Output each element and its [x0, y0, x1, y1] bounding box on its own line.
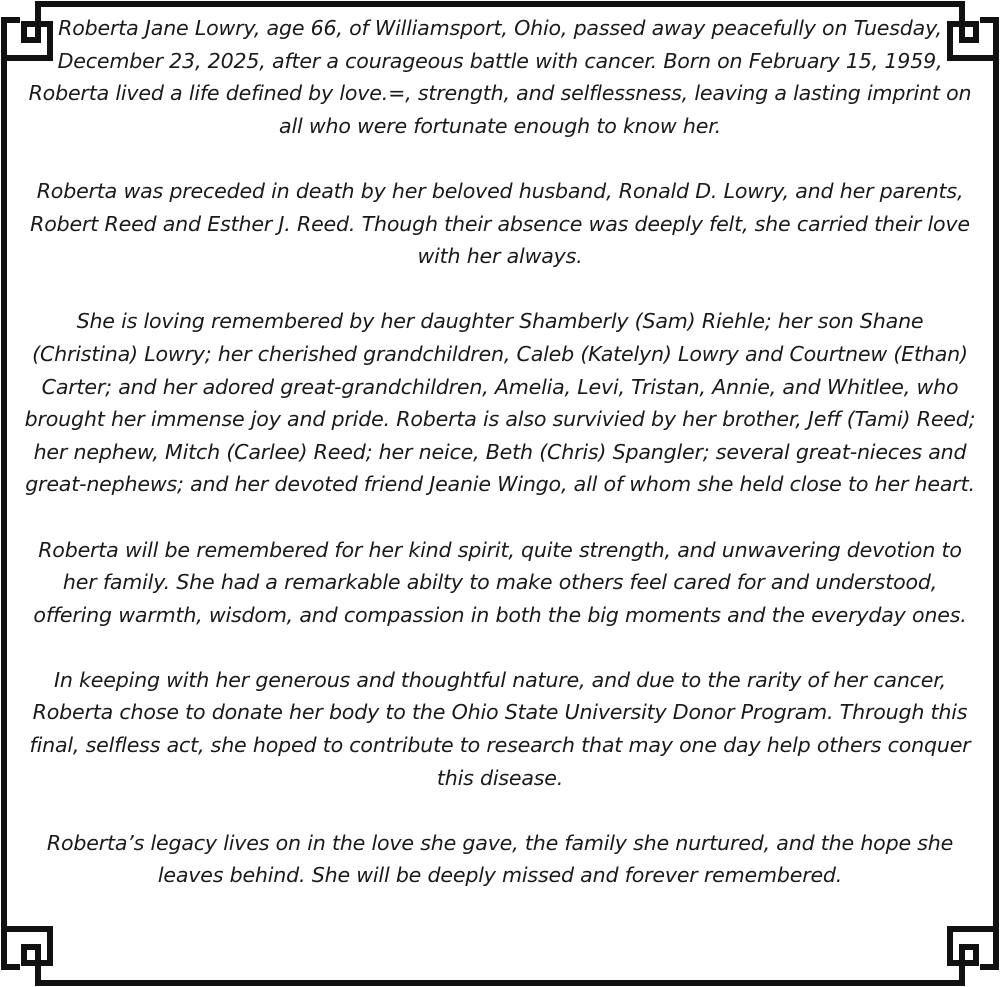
paragraph-legacy: Roberta’s legacy lives on in the love she gave, the family she nurtured, and the hope she leaves behind. She will be deeply missed and forever remembered.	[46, 830, 954, 888]
paragraph-announcement: Roberta Jane Lowry, age 66, of Williamsport, Ohio, passed away peacefully on Tuesday, December 23, 2025, after a courageous battle with cancer. Born on February 15, 1959, Roberta lived a life defined by love.=, strength, and selflessness, leaving a lasting imprint on all who were fortunate enough to know her.	[28, 16, 972, 138]
corner-ornament-bottom-left	[4, 925, 60, 983]
paragraph-donation: In keeping with her generous and thoughtful nature, and due to the rarity of her cancer, Roberta chose to donate her body to the Ohio State University Donor Program. Through this final, selfless act, she hoped to contribute to research that may one day help others conquer this disease.	[29, 667, 971, 790]
paragraph-preceded-in-death: Roberta was preceded in death by her beloved husband, Ronald D. Lowry, and her parents, Robert Reed and Esther J. Reed. Though their absence was deeply felt, she carried their love with her always.	[30, 178, 970, 269]
paragraph-remembrance: Roberta will be remembered for her kind spirit, quite strength, and unwavering devotion to her family. She had a remarkable abilty to make others feel cared for and understood, offering warmth, wisdom, and compassion in both the big moments and the everyday ones.	[33, 537, 967, 627]
paragraph-survivors: She is loving remembered by her daughter Shamberly (Sam) Riehle; her son Shane (Christina) Lowry; her cherished grandchildren, Caleb (Katelyn) Lowry and Courtnew (Ethan) Carter; and her adored great-grandchildren, Amelia, Levi, Tristan, Annie, and Whitlee, who brought her immense joy and pride. Roberta is also survivied by her brother, Jeff (Tami) Reed; her nephew, Mitch (Carlee) Reed; her neice, Beth (Chris) Spangler; several great-nieces and great-nephews; and her devoted friend Jeanie Wingo, all of whom she held close to her heart.	[24, 309, 976, 497]
obituary-text	[22, 12, 978, 892]
corner-ornament-bottom-right	[940, 925, 996, 983]
